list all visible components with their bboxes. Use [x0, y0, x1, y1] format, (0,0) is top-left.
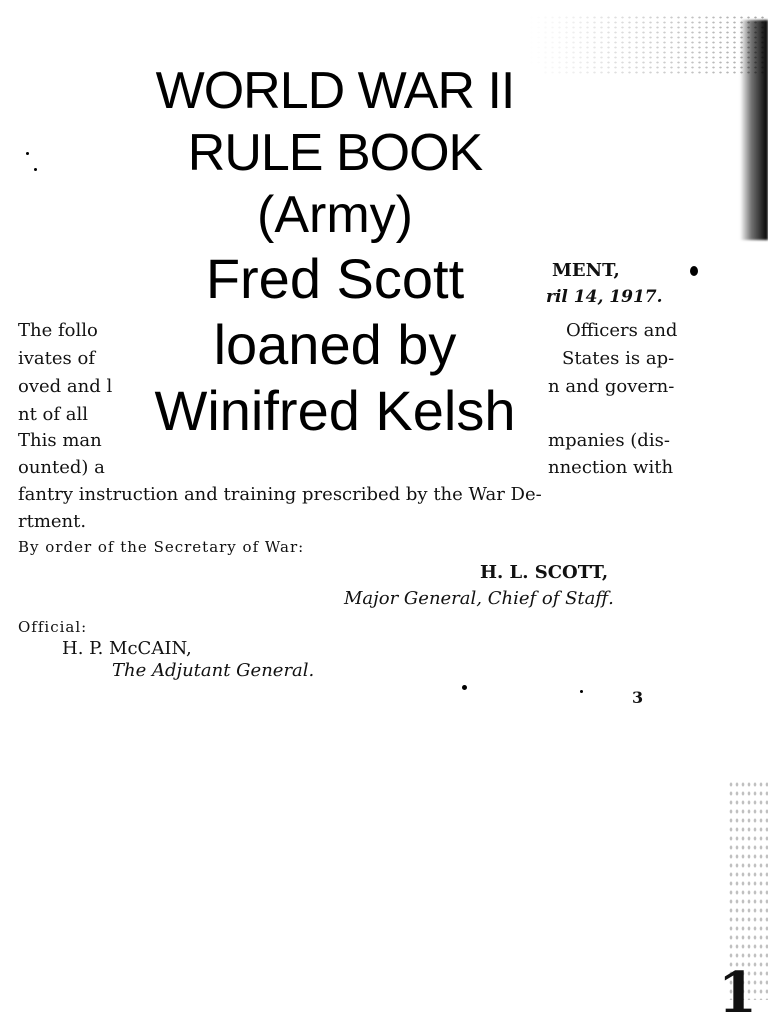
- speck: [34, 168, 37, 171]
- right-fragment: Officers and: [566, 320, 678, 341]
- order-line: By order of the Secretary of War:: [18, 538, 305, 556]
- right-fragment: mpanies (dis-: [548, 430, 670, 451]
- label-loaned-by: loaned by: [213, 313, 457, 376]
- speck: [690, 266, 698, 276]
- date-fragment: ril 14, 1917.: [546, 287, 663, 307]
- left-fragment: The follo: [18, 320, 98, 341]
- left-fragment: This man: [18, 430, 102, 451]
- right-fragment: States is ap-: [562, 348, 675, 369]
- page-number: 3: [632, 688, 644, 707]
- label-subtitle: RULE BOOK: [187, 124, 483, 182]
- speck: [462, 685, 467, 690]
- right-fragment: n and govern-: [548, 376, 675, 397]
- speck: [26, 152, 29, 155]
- label-owner: Fred Scott: [205, 247, 465, 310]
- overlay-label: [130, 62, 540, 442]
- body-line: rtment.: [18, 511, 87, 532]
- label-lender: Winifred Kelsh: [154, 379, 516, 442]
- signer-name: H. L. SCOTT,: [480, 562, 609, 583]
- scan-noise: [528, 15, 768, 75]
- label-title: WORLD WAR II: [155, 62, 515, 120]
- left-fragment: ounted) a: [18, 457, 105, 478]
- header-fragment: MENT,: [552, 260, 620, 281]
- body-line: fantry instruction and training prescribed by the War De-: [18, 484, 542, 505]
- signer-title: Major General, Chief of Staff.: [344, 588, 614, 609]
- adjutant-title: The Adjutant General.: [112, 660, 315, 681]
- left-fragment: nt of all: [18, 404, 89, 425]
- corner-number: 1: [718, 960, 757, 1024]
- scan-dark-edge: [740, 20, 768, 240]
- speck: [580, 690, 583, 693]
- left-fragment: ivates of: [18, 348, 96, 369]
- left-fragment: oved and l: [18, 376, 113, 397]
- label-branch: (Army): [257, 186, 413, 244]
- adjutant-name: H. P. McCAIN,: [62, 638, 192, 659]
- right-fragment: nnection with: [548, 457, 674, 478]
- official-label: Official:: [18, 618, 88, 636]
